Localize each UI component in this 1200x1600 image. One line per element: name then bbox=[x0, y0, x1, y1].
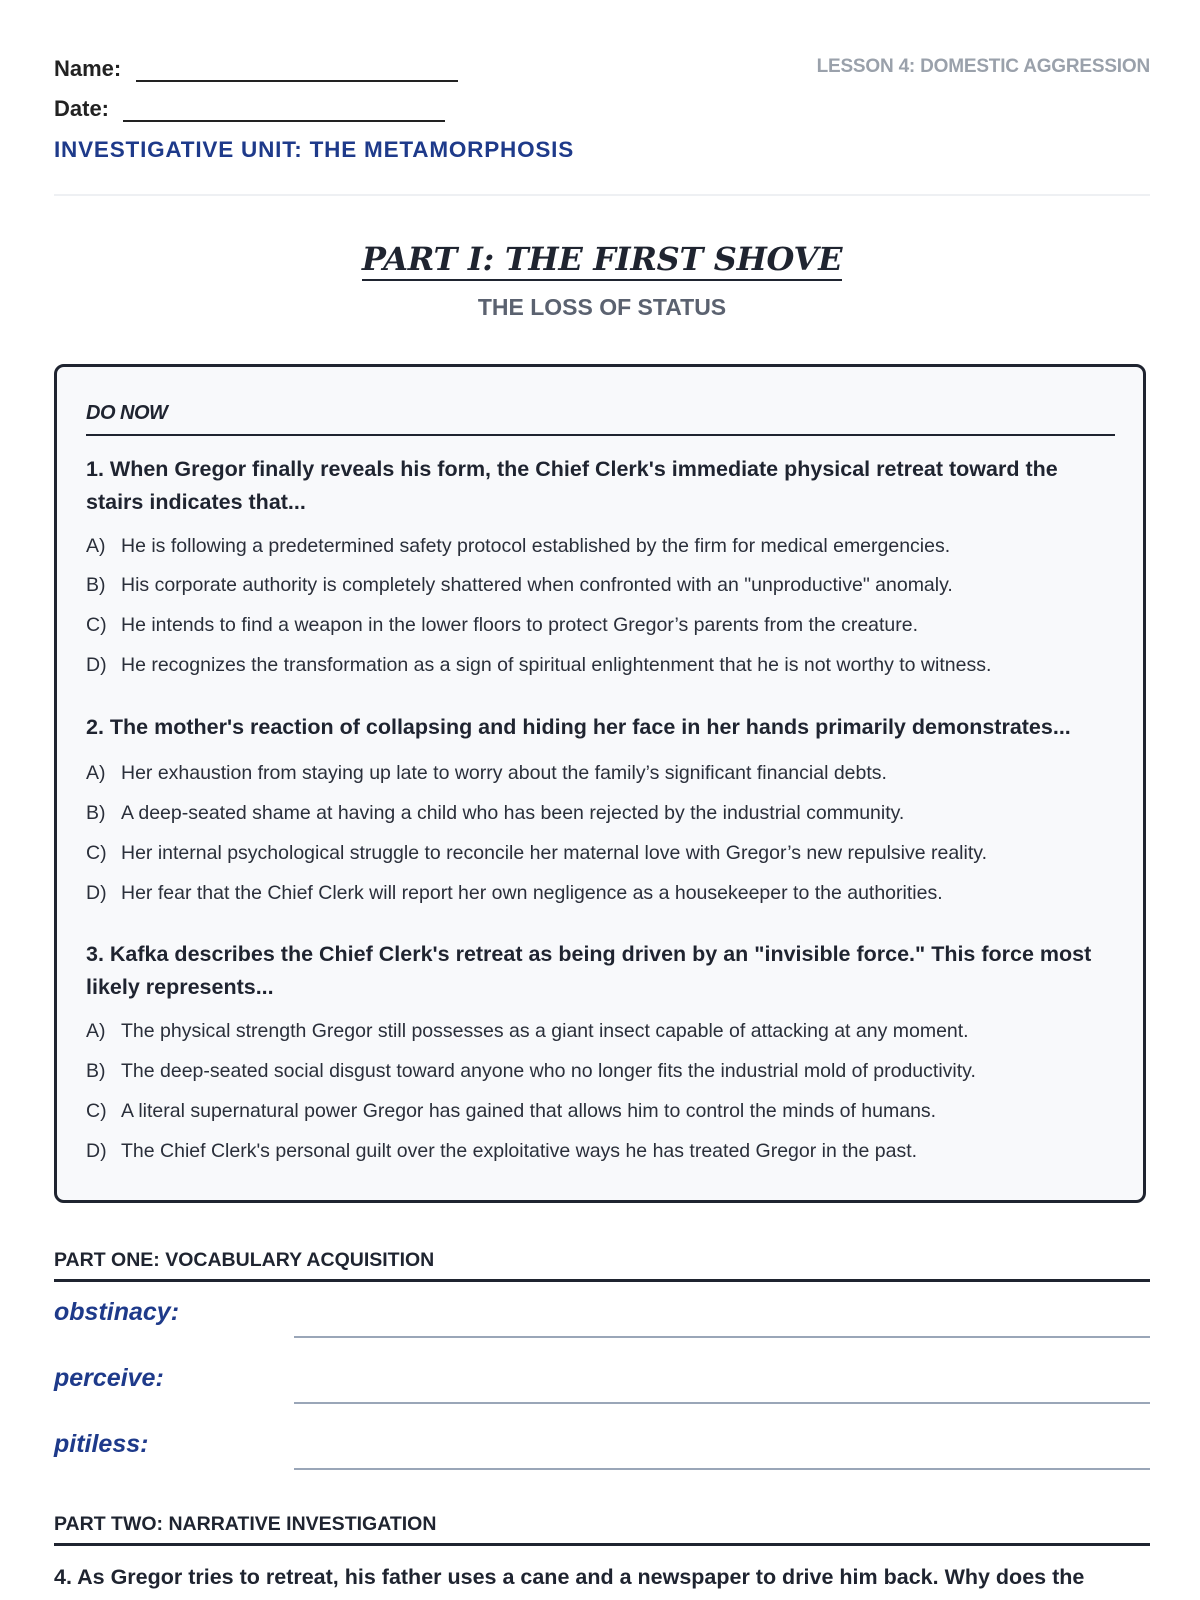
option-letter: D) bbox=[86, 654, 107, 676]
part-one-heading: PART ONE: VOCABULARY ACQUISITION bbox=[54, 1249, 1150, 1282]
page-title-text: PART I: THE FIRST SHOVE bbox=[362, 240, 842, 281]
vocab-row bbox=[54, 1364, 1150, 1404]
option-text: Her internal psychological struggle to reconcile her maternal love with Gregor’s new repulsive reality. bbox=[121, 842, 987, 864]
question-2-option-b[interactable] bbox=[86, 800, 1115, 826]
option-letter: B) bbox=[86, 574, 106, 596]
option-text: He is following a predetermined safety protocol established by the firm for medical emergencies. bbox=[121, 535, 951, 557]
date-label: Date: bbox=[54, 96, 110, 121]
header-divider bbox=[54, 194, 1150, 196]
do-now-divider bbox=[86, 434, 1115, 436]
question-3-option-c[interactable] bbox=[86, 1098, 1115, 1124]
question-2-option-c[interactable] bbox=[86, 840, 1115, 866]
vocab-answer-line[interactable] bbox=[294, 1402, 1150, 1404]
option-letter: C) bbox=[86, 1100, 107, 1122]
name-label: Name: bbox=[54, 56, 122, 81]
option-text: A literal supernatural power Gregor has gained that allows him to control the minds of humans. bbox=[121, 1100, 937, 1122]
header bbox=[54, 0, 1150, 190]
option-letter: A) bbox=[86, 762, 106, 784]
lesson-label: LESSON 4: DOMESTIC AGGRESSION bbox=[816, 56, 1150, 77]
question-1-option-b[interactable] bbox=[86, 572, 1115, 598]
date-field[interactable] bbox=[123, 94, 445, 122]
question-3-option-b[interactable] bbox=[86, 1058, 1115, 1084]
option-letter: C) bbox=[86, 842, 107, 864]
option-text: Her fear that the Chief Clerk will report her own negligence as a housekeeper to the authorities. bbox=[121, 882, 943, 904]
vocab-word: pitiless: bbox=[54, 1430, 149, 1458]
question-3-option-d[interactable] bbox=[86, 1138, 1115, 1164]
option-letter: B) bbox=[86, 802, 106, 824]
option-letter: D) bbox=[86, 882, 107, 904]
option-text: His corporate authority is completely shattered when confronted with an "unproductive" anomaly. bbox=[121, 574, 953, 596]
question-1-option-c[interactable] bbox=[86, 612, 1115, 638]
question-4: 4. As Gregor tries to retreat, his father uses a cane and a newspaper to drive him back. Why does the bbox=[54, 1565, 1085, 1589]
do-now-label: DO NOW bbox=[86, 402, 168, 424]
option-text: The Chief Clerk's personal guilt over the exploitative ways he has treated Gregor in the past. bbox=[121, 1140, 918, 1162]
page-subtitle: THE LOSS OF STATUS bbox=[477, 294, 727, 320]
name-row bbox=[54, 54, 458, 82]
option-text: The physical strength Gregor still possesses as a giant insect capable of attacking at any moment. bbox=[121, 1020, 969, 1042]
option-letter: C) bbox=[86, 614, 107, 636]
do-now-box bbox=[54, 364, 1146, 1203]
option-letter: D) bbox=[86, 1140, 107, 1162]
date-row bbox=[54, 94, 445, 122]
name-field[interactable] bbox=[136, 54, 458, 82]
question-2-option-a[interactable] bbox=[86, 760, 1115, 786]
option-text: A deep-seated shame at having a child who has been rejected by the industrial community. bbox=[121, 802, 905, 824]
question-3: 3. Kafka describes the Chief Clerk's retreat as being driven by an "invisible force." This force most likely represents... bbox=[86, 942, 1092, 999]
option-text: The deep-seated social disgust toward anyone who no longer fits the industrial mold of productivity. bbox=[121, 1060, 976, 1082]
question-1-option-a[interactable] bbox=[86, 533, 1115, 559]
question-3-option-a[interactable] bbox=[86, 1018, 1115, 1044]
worksheet-page bbox=[54, 0, 1150, 1589]
option-letter: A) bbox=[86, 1020, 106, 1042]
vocab-answer-line[interactable] bbox=[294, 1468, 1150, 1470]
option-text: He intends to find a weapon in the lower floors to protect Gregor’s parents from the creature. bbox=[121, 614, 919, 636]
vocab-row bbox=[54, 1298, 1150, 1338]
vocab-word: perceive: bbox=[54, 1364, 164, 1392]
vocab-word: obstinacy: bbox=[54, 1298, 180, 1326]
question-1-option-d[interactable] bbox=[86, 652, 1115, 678]
vocab-answer-line[interactable] bbox=[294, 1336, 1150, 1338]
option-text: He recognizes the transformation as a sign of spiritual enlightenment that he is not worthy to witness. bbox=[121, 654, 992, 676]
question-2: 2. The mother's reaction of collapsing and hiding her face in her hands primarily demonstrates... bbox=[86, 715, 1071, 739]
question-2-option-d[interactable] bbox=[86, 880, 1115, 906]
vocab-row bbox=[54, 1430, 1150, 1470]
option-letter: A) bbox=[86, 535, 106, 557]
unit-title: INVESTIGATIVE UNIT: THE METAMORPHOSIS bbox=[54, 137, 575, 162]
part-two-heading: PART TWO: NARRATIVE INVESTIGATION bbox=[54, 1513, 1150, 1546]
option-text: Her exhaustion from staying up late to worry about the family’s significant financial debts. bbox=[121, 762, 887, 784]
page-title bbox=[54, 240, 1150, 278]
option-letter: B) bbox=[86, 1060, 106, 1082]
question-1: 1. When Gregor finally reveals his form, the Chief Clerk's immediate physical retreat toward the stairs indicates that... bbox=[86, 457, 1058, 514]
